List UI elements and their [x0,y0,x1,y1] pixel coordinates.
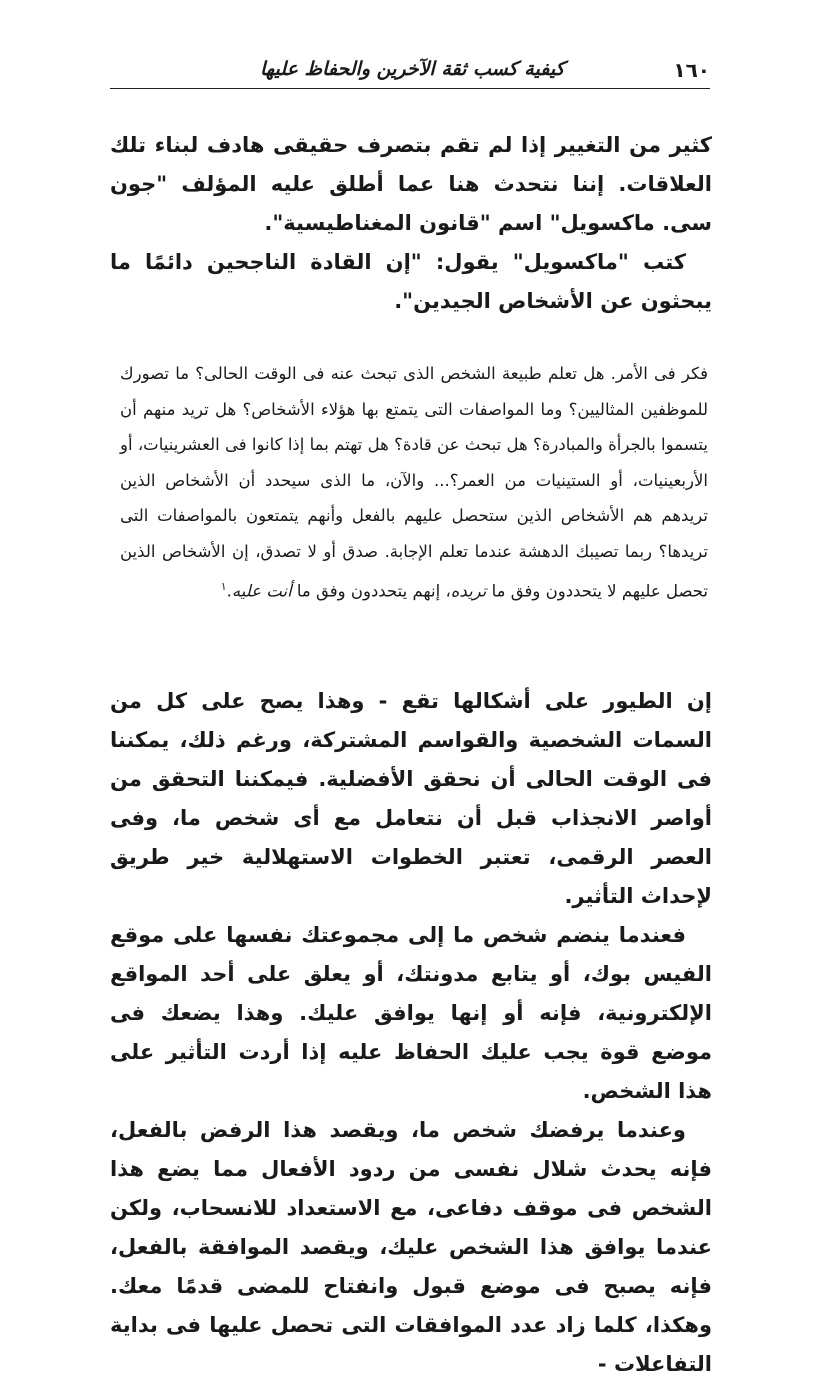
quote-text: فكر فى الأمر. هل تعلم طبيعة الشخص الذى تبحث عنه فى الوقت الحالى؟ ما تصورك للموظفين المثاليين؟ وما المواصفات التى يتمتع بها هؤلاء الأشخاص؟ هل تريد منهم أن يتسموا بالجرأة والمبادرة؟ هل تبحث عن قادة؟ هل تهتم بما إذا كانوا فى العشرينيات، أو الأربعينيات، أو الستينيات من العمر؟... والآن، ما الذى سيحدد أن الأشخاص الذين تريدهم هم الأشخاص الذين ستحصل عليهم بالفعل وأنهم يتمتعون بالمواصفات التى تريدها؟ ربما تصيبك الدهشة عندما تعلم الإجابة. صدق أو لا تصدق، إن الأشخاص الذين تحصل عليهم لا يتحددون وفق ما [120,364,708,601]
block-quote [120,356,708,609]
body-text [110,682,712,1384]
paragraph: كثير من التغيير إذا لم تقم بتصرف حقيقى هادف لبناء تلك العلاقات. إننا نتحدث هنا عما أطلق عليه المؤلف "جون سى. ماكسويل" اسم "قانون المغناطيسية". [110,133,712,235]
quote-emphasis: أنت عليه [231,581,292,601]
paragraph: كتب "ماكسويل" يقول: "إن القادة الناجحين دائمًا ما يبحثون عن الأشخاص الجيدين". [110,250,712,313]
footnote-marker: ١ [220,580,227,593]
paragraph: وعندما يرفضك شخص ما، ويقصد هذا الرفض بالفعل، فإنه يحدث شلال نفسى من ردود الأفعال مما يضع هذا الشخص فى موقف دفاعى، مع الاستعداد للانسحاب، ولكن عندما يوافق هذا الشخص عليك، ويقصد الموافقة بالفعل، فإنه يصبح فى موضع قبول وانفتاح للمضى قدمًا معك. وهكذا، كلما زاد عدد الموافقات التى تحصل عليها فى بداية التفاعلات - [110,1118,712,1376]
quote-text: . [226,581,232,601]
paragraph: إن الطيور على أشكالها تقع - وهذا يصح على كل من السمات الشخصية والقواسم المشتركة، ورغم ذلك، يمكننا فى الوقت الحالى أن نحقق الأفضلية. فيمكننا التحقق من أواصر الانجذاب قبل أن نتعامل مع أى شخص ما، وفى العصر الرقمى، تعتبر الخطوات الاستهلالية خير طريق لإحداث التأثير. [110,689,712,908]
quote-paragraph [120,356,708,609]
page-number: ١٦٠ [673,58,710,82]
running-title: كيفية كسب ثقة الآخرين والحفاظ عليها [260,58,565,80]
page-header [110,54,710,89]
opening-text [110,126,712,321]
quote-emphasis: تريده [450,581,487,601]
quote-text: ، إنهم يتحددون وفق ما [296,581,451,601]
paragraph: فعندما ينضم شخص ما إلى مجموعتك نفسها على موقع الفيس بوك، أو يتابع مدونتك، أو يعلق على أحد المواقع الإلكترونية، فإنه أو إنها يوافق عليك. وهذا يضعك فى موضع قوة يجب عليك الحفاظ عليه إذا أردت التأثير على هذا الشخص. [110,923,712,1103]
